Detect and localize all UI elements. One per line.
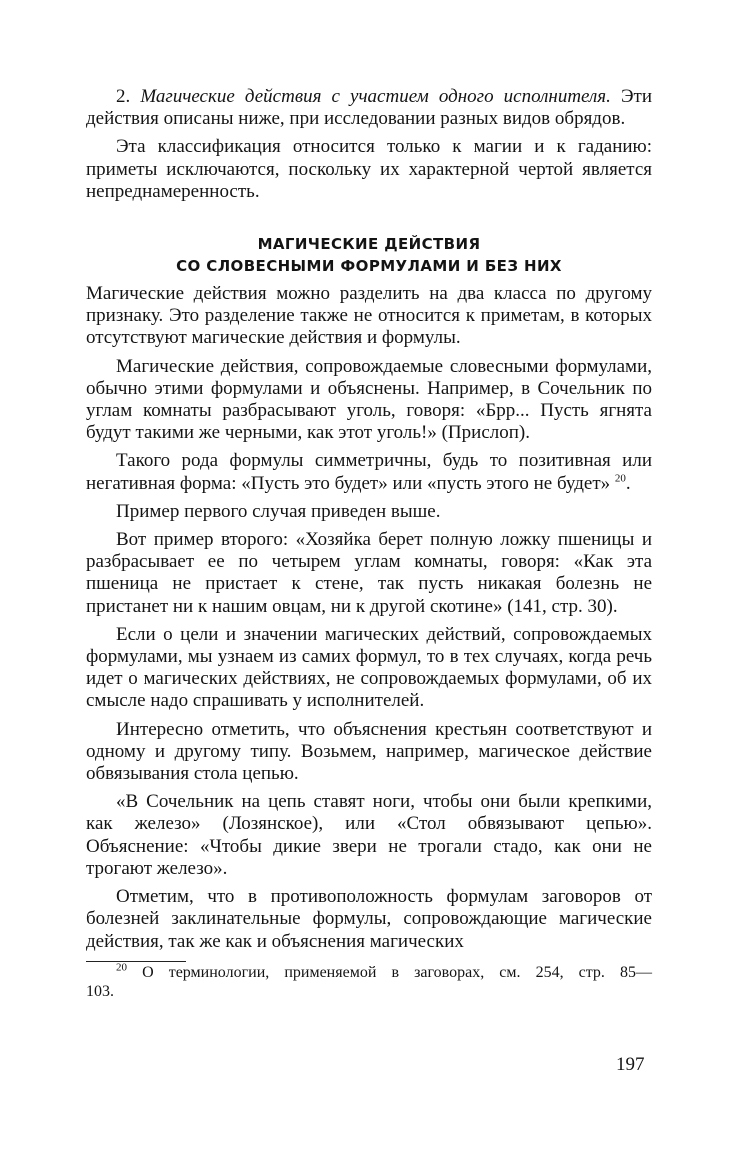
footnote-divider (86, 961, 186, 962)
paragraph-purpose: Если о цели и значении магических действий, сопровождаемых формулами, мы узнаем из самих формул, то в тех случаях, когда речь идет о магических действиях, не сопровождаемых формулами, об их смысле надо спрашивать у исполнителей. (86, 623, 652, 712)
paragraph-first-case: Пример первого случая приведен выше. (116, 500, 441, 522)
paragraph-classification: Эта классификация относится только к магии и к гаданию: приметы исключаются, поскольку их характерной чертой является непреднамеренность. (86, 136, 652, 202)
item-2-title: Магические действия с участием одного исполнителя. (140, 86, 611, 107)
paragraph-symmetric-end: . (625, 472, 631, 494)
paragraph-symmetric-text: Такого рода формулы симметричны, будь то позитивная или негативная форма: «Пусть это будет» или «пусть этого не будет» (86, 450, 652, 494)
paragraph-second-example: Вот пример второго: «Хозяйка берет полную ложку пшеницы и разбрасывает ее по четырем углам комнаты, говоря: «Как эта пшеница не пристает к стене, так пусть никакая болезнь не пристанет ни к нашим овцам, ни к другой скотине» (141, стр. 30). (86, 529, 652, 617)
paragraph-chain-example: «В Сочельник на цепь ставят ноги, чтобы они были крепкими, как железо» (Лозянское), или «Стол обвязывают цепью». Объяснение: «Чтобы дикие звери не трогали стадо, как они не трогают железо». (86, 791, 652, 879)
page-number: 197 (616, 1054, 645, 1075)
paragraph-formulas-example: Магические действия, сопровождаемые словесными формулами, обычно этими формулами и объяснены. Например, в Сочельник по углам комнаты разбрасывают уголь, говоря: «Брр... Пусть ягнята будут такими же черными, как этот уголь!» (Прислоп). (86, 355, 652, 444)
paragraph-contrast: Отметим, что в противоположность формулам заговоров от болезней заклинательные формулы, сопровождающие магические действия, так же как и объяснения магических (86, 886, 652, 952)
paragraph-two-classes: Магические действия можно разделить на два класса по другому признаку. Это разделение также не относится к приметам, в которых отсутствуют магические действия и формулы. (86, 283, 652, 349)
section-heading-line-1: МАГИЧЕСКИЕ ДЕЙСТВИЯ (257, 235, 481, 254)
item-2 (86, 86, 652, 130)
paragraph-peasant-explanations: Интересно отметить, что объяснения крестьян соответствуют и одному и другому типу. Возьмем, например, магическое действие обвязывания стола цепью. (86, 718, 652, 785)
footnote (86, 963, 652, 1001)
section-heading (86, 233, 652, 277)
item-2-text: Эти действия описаны ниже, при исследовании разных видов обрядов. (86, 86, 652, 130)
page-body (86, 86, 652, 1001)
section-heading-line-2: СО СЛОВЕСНЫМИ ФОРМУЛАМИ И БЕЗ НИХ (176, 257, 562, 276)
footnote-number: 20 (116, 961, 127, 974)
footnote-reference: 20 (614, 472, 626, 485)
paragraph-symmetric-formulas (86, 450, 652, 494)
footnote-text: О терминологии, применяемой в заговорах, см. 254, стр. 85—103. (86, 963, 653, 1000)
item-2-number: 2. (116, 86, 131, 107)
